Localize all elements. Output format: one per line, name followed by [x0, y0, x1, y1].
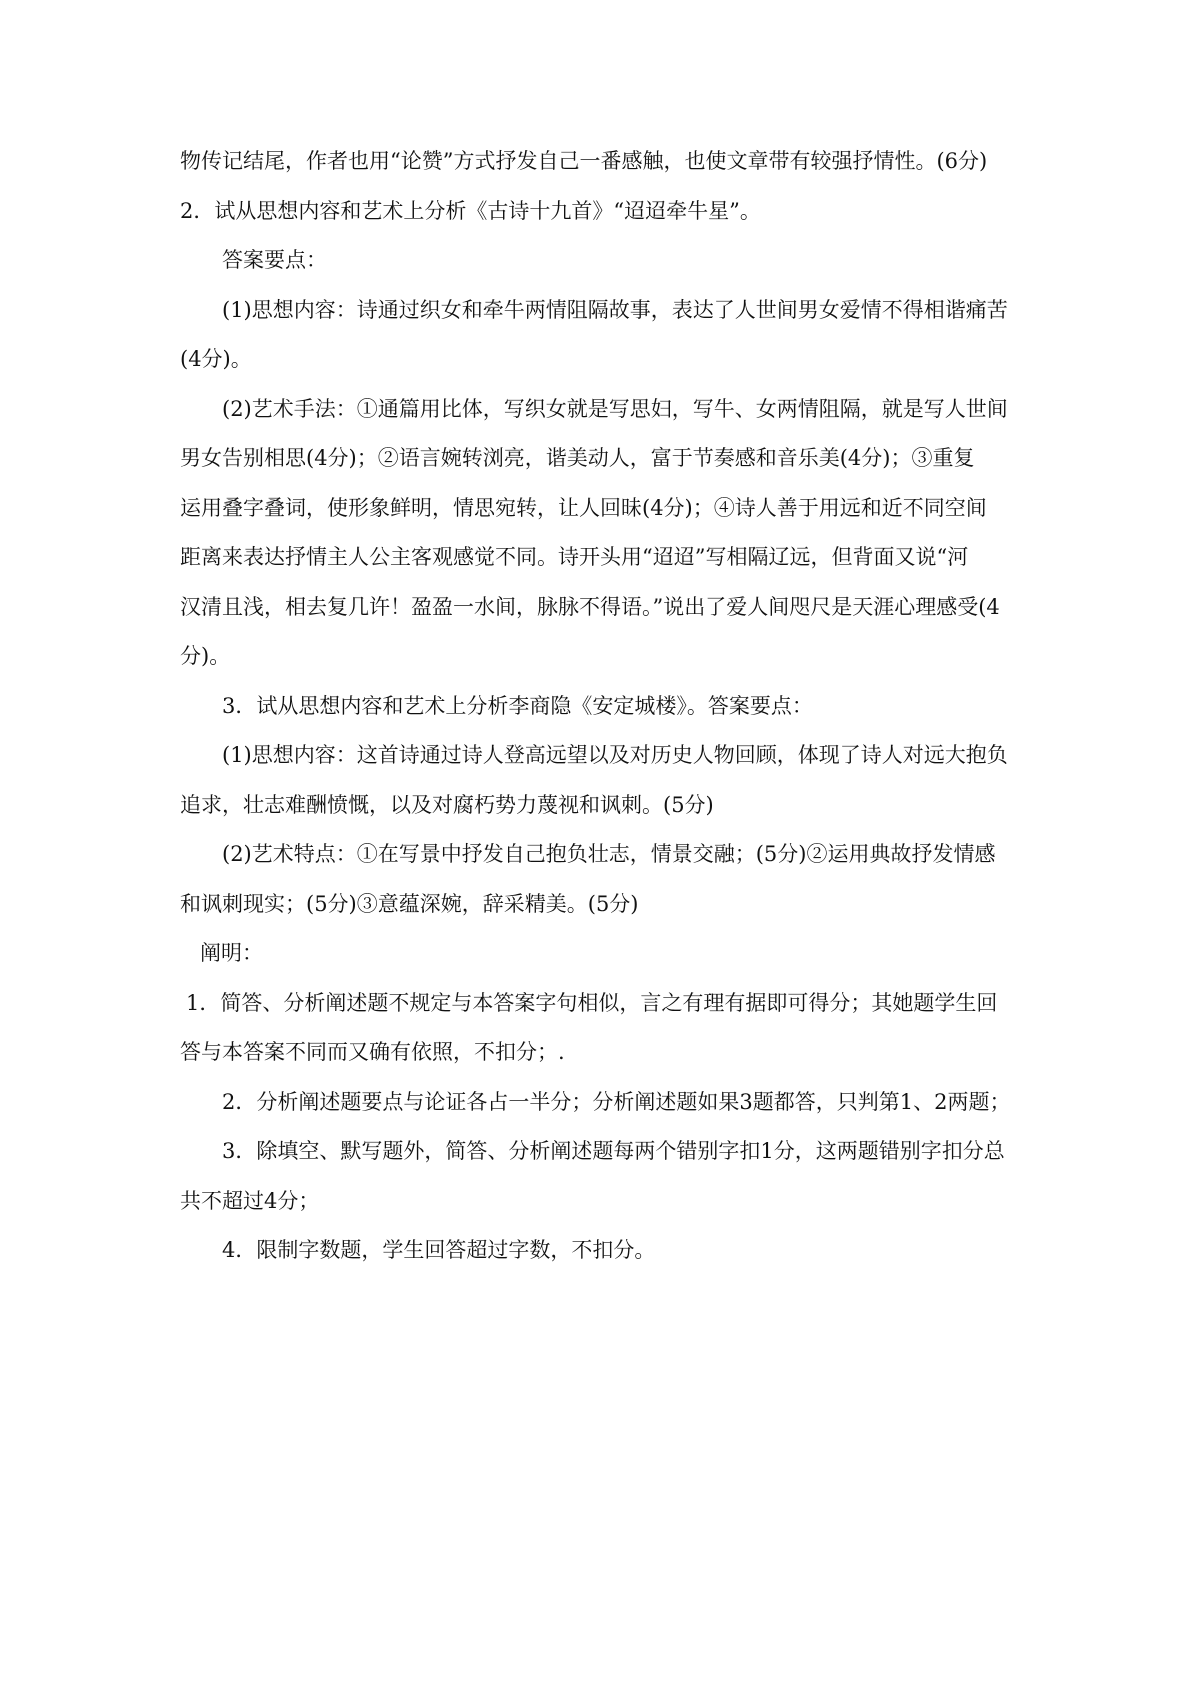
note-item: 答与本答案不同而又确有依照，不扣分；. [180, 1040, 565, 1064]
note-item: 4．限制字数题，学生回答超过字数，不扣分。 [222, 1238, 656, 1262]
paragraph-line: (2)艺术手法：①通篇用比体，写织女就是写思妇，写牛、女两情阻隔，就是写人世间 [222, 396, 1008, 421]
notes-heading: 阐明： [200, 941, 263, 965]
paragraph-line: (2)艺术特点：①在写景中抒发自己抱负壮志，情景交融；(5分)②运用典故抒发情感 [222, 842, 996, 866]
answer-points-label: 答案要点： [222, 248, 327, 272]
note-item: 1．简答、分析阐述题不规定与本答案字句相似，言之有理有据即可得分；其她题学生回 [186, 990, 998, 1015]
paragraph-line: 运用叠字叠词，使形象鲜明，情思宛转，让人回昧(4分)；④诗人善于用远和近不同空间 [180, 495, 987, 520]
document-body [180, 137, 1012, 1276]
question-3-heading: 3．试从思想内容和艺术上分析李商隐《安定城楼》。答案要点： [222, 693, 813, 718]
paragraph-line: 追求，壮志难酬愤慨，以及对腐朽势力蔑视和讽刺。(5分) [180, 792, 714, 817]
paragraph-line: 汉清且浅，相去复几许！盈盈一水间，脉脉不得语。”说出了爱人间咫尺是天涯心理感受(4 [180, 594, 1000, 619]
paragraph-line: 分)。 [180, 644, 231, 668]
question-2-heading: 2．试从思想内容和艺术上分析《古诗十九首》“迢迢牵牛星”。 [180, 198, 761, 223]
paragraph-line: 和讽刺现实；(5分)③意蕴深婉，辞采精美。(5分) [180, 891, 639, 916]
paragraph-line: (1)思想内容：诗通过织女和牵牛两情阻隔故事，表达了人世间男女爱情不得相谐痛苦 [222, 297, 1008, 322]
note-item: 2．分析阐述题要点与论证各占一半分；分析阐述题如果3题都答，只判第1、2两题； [222, 1089, 1011, 1114]
paragraph-line: 男女告别相思(4分)；②语言婉转浏亮，谐美动人，富于节奏感和音乐美(4分)；③重复 [180, 446, 975, 470]
paragraph-line: 距离来表达抒情主人公主客观感觉不同。诗开头用“迢迢”写相隔辽远，但背面又说“河 [180, 545, 969, 569]
paragraph-line: 物传记结尾，作者也用“论赞”方式抒发自己一番感触，也使文章带有较强抒情性。(6分) [180, 149, 988, 173]
note-item: 共不超过4分； [180, 1188, 320, 1213]
paragraph-line: (1)思想内容：这首诗通过诗人登高远望以及对历史人物回顾，体现了诗人对远大抱负 [222, 743, 1008, 767]
note-item: 3．除填空、默写题外，简答、分析阐述题每两个错别字扣1分，这两题错别字扣分总 [222, 1139, 1005, 1163]
paragraph-line: (4分)。 [180, 347, 252, 371]
